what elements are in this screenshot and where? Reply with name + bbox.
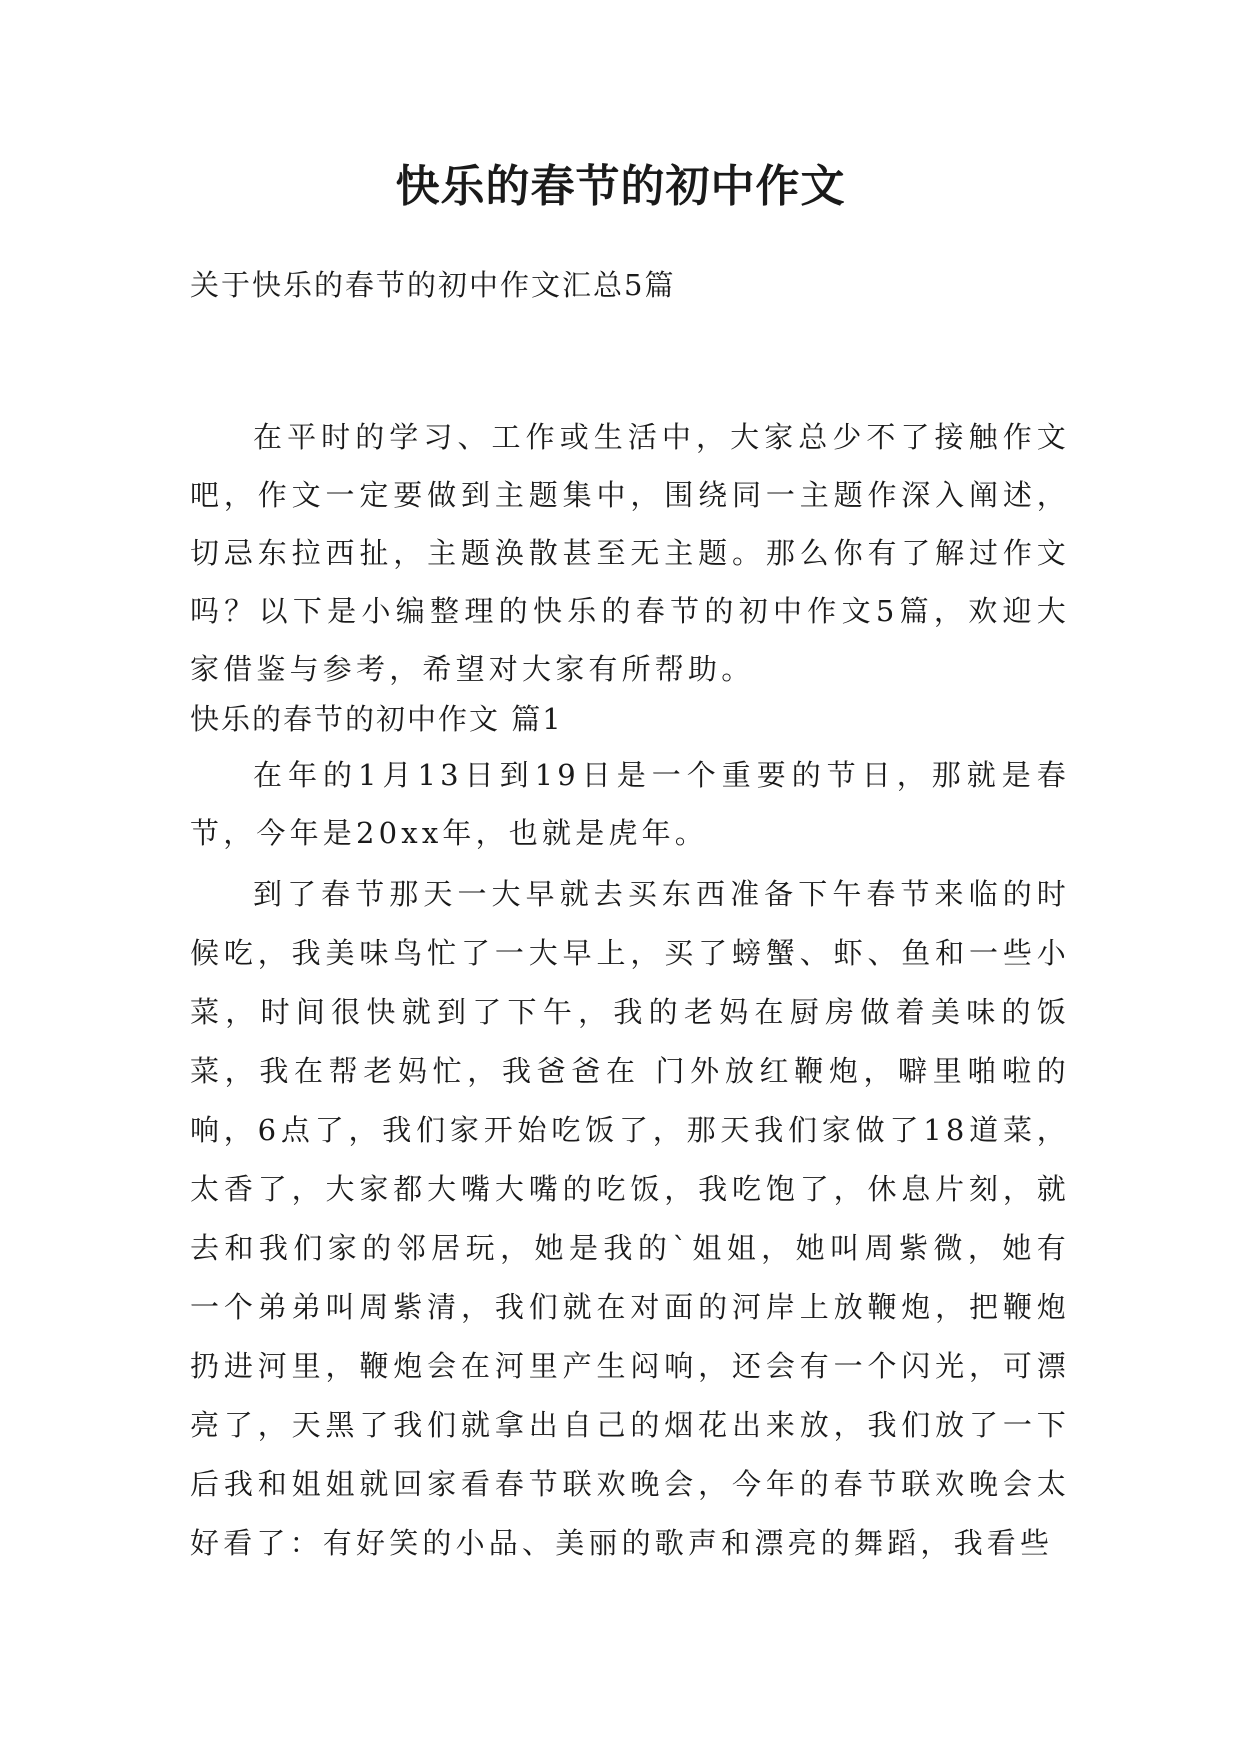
document-title: 快乐的春节的初中作文 [395,161,846,212]
document-subtitle: 关于快乐的春节的初中作文汇总5篇 [190,268,676,302]
body-paragraph: 在年的1月13日到19日是一个重要的节日，那就是春节，今年是20xx年，也就是虎年。 [190,758,1070,850]
intro-paragraph: 在平时的学习、工作或生活中，大家总少不了接触作文吧，作文一定要做到主题集中，围绕同一主题作深入阐述，切忌东拉西扯，主题涣散甚至无主题。那么你有了解过作文吗？以下是小编整理的快乐的春节的初中作文5篇，欢迎大家借鉴与参考，希望对大家有所帮助。 [190,420,1070,686]
section-heading: 快乐的春节的初中作文 篇1 [190,702,563,736]
body-paragraph: 到了春节那天一大早就去买东西准备下午春节来临的时候吃，我美味鸟忙了一大早上，买了螃蟹、虾、鱼和一些小菜，时间很快就到了下午，我的老妈在厨房做着美味的饭菜，我在帮老妈忙，我爸爸在 门外放红鞭炮，噼里啪啦的响，6点了，我们家开始吃饭了，那天我们家做了18道菜，太香了，大家都大嘴大嘴的吃饭，我吃饱了，休息片刻，就去和我们家的邻居玩，她是我的`姐姐，她叫周紫微，她有一个弟弟叫周紫清，我们就在对面的河岸上放鞭炮，把鞭炮扔进河里，鞭炮会在河里产生闷响，还会有一个闪光，可漂亮了，天黑了我们就拿出自己的烟花出来放，我们放了一下后我和姐姐就回家看春节联欢晚会，今年的春节联欢晚会太好看了：有好笑的小品、美丽的歌声和漂亮的舞蹈，我看些 [190,877,1070,1560]
